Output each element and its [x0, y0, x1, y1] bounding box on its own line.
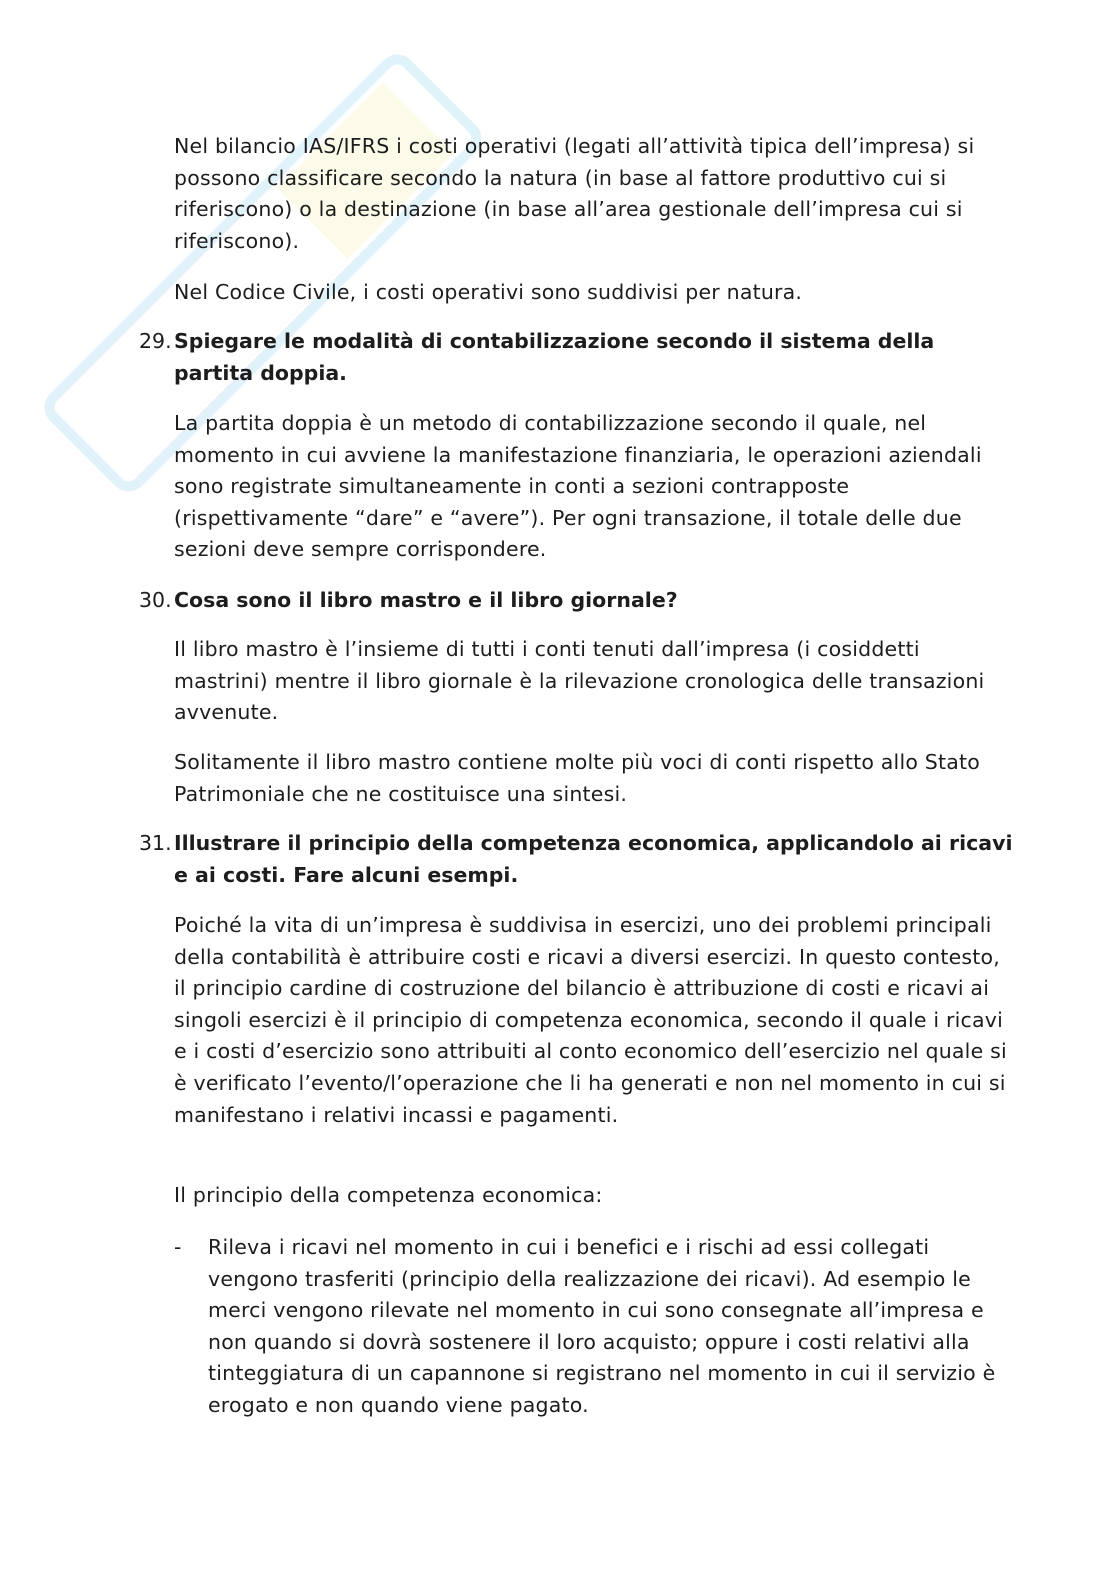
- list-item-marker: -: [174, 1235, 182, 1259]
- answer-31-paragraph-1: Poiché la vita di un’impresa è suddivisa in esercizi, uno dei problemi principali della contabilità è attribuire costi e ricavi a diversi esercizi. In questo contesto, il principio cardine di costruzione del bilancio è attribuzione di costi e ricavi ai singoli esercizi è il principio di competenza economica, secondo il quale i ricavi e i costi d’esercizio sono attribuiti al conto economico dell’esercizio nel quale si è verificato l’evento/l’operazione che li ha generati e non nel momento in cui si manifestano i relativi incassi e pagamenti.: [174, 913, 1007, 1127]
- question-number-29: 29.: [139, 329, 172, 353]
- list-item-text: Rileva i ricavi nel momento in cui i benefici e i rischi ad essi collegati vengono trasferiti (principio della realizzazione dei ricavi). Ad esempio le merci vengono rilevate nel momento in cui sono consegnate all’impresa e non quando si dovrà sostenere il loro acquisto; oppure i costi relativi alla tinteggiatura di un capannone si registrano nel momento in cui il servizio è erogato e non quando viene pagato.: [208, 1235, 996, 1417]
- answer-30-paragraph-1: Il libro mastro è l’insieme di tutti i conti tenuti dall’impresa (i cosiddetti mastrini) mentre il libro giornale è la rilevazione cronologica delle transazioni avvenute.: [174, 637, 985, 725]
- question-title-31: Illustrare il principio della competenza economica, applicandolo ai ricavi e ai costi. Fare alcuni esempi.: [174, 831, 1013, 887]
- intro-paragraph-1: Nel bilancio IAS/IFRS i costi operativi (legati all’attività tipica dell’impresa) si possono classificare secondo la natura (in base al fattore produttivo cui si riferiscono) o la destinazione (in base all’area gestionale dell’impresa cui si riferiscono).: [174, 134, 975, 253]
- question-title-29: Spiegare le modalità di contabilizzazione secondo il sistema della partita doppia.: [174, 329, 935, 385]
- intro-paragraph-2: Nel Codice Civile, i costi operativi sono suddivisi per natura.: [174, 280, 803, 304]
- question-title-30: Cosa sono il libro mastro e il libro giornale?: [174, 588, 678, 612]
- answer-31-paragraph-2: Il principio della competenza economica:: [174, 1183, 603, 1207]
- answer-29-paragraph-1: La partita doppia è un metodo di contabilizzazione secondo il quale, nel momento in cui avviene la manifestazione finanziaria, le operazioni aziendali sono registrate simultaneamente in conti a sezioni contrapposte (rispettivamente “dare” e “avere”). Per ogni transazione, il totale delle due sezioni deve sempre corrispondere.: [174, 411, 982, 562]
- question-number-31: 31.: [139, 831, 172, 855]
- answer-30-paragraph-2: Solitamente il libro mastro contiene molte più voci di conti rispetto allo Stato Patrimoniale che ne costituisce una sintesi.: [174, 750, 980, 806]
- question-number-30: 30.: [139, 588, 172, 612]
